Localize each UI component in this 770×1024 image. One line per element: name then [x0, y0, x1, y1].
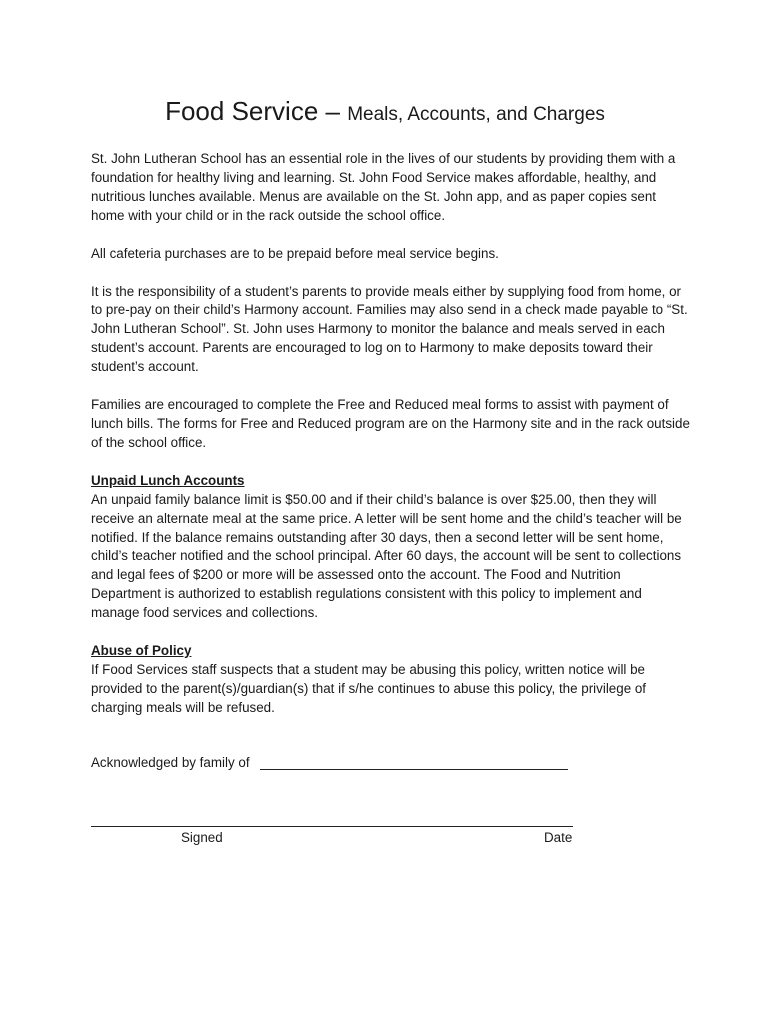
prepaid-paragraph: All cafeteria purchases are to be prepaid before meal service begins.: [91, 245, 499, 261]
date-label: Date: [544, 830, 573, 845]
unpaid-section: [91, 472, 691, 623]
abuse-text: If Food Services staff suspects that a student may be abusing this policy, written notice will be provided to the parent(s)/guardian(s) that if s/he continues to abuse this policy, the privilege of charging meals will be refused.: [91, 661, 647, 715]
acknowledged-blank-line: [260, 769, 568, 770]
signed-label: Signed: [181, 830, 223, 845]
unpaid-text: An unpaid family balance limit is $50.00 and if their child’s balance is over $25.00, then they will receive an alternate meal at the same price. A letter will be sent home and the child’s teacher will be notified. If the balance remains outstanding after 30 days, then a second letter will be sent home, child’s teacher notified and the school principal. After 60 days, the account will be sent to collections and legal fees of $200 or more will be assessed onto the account. The Food and Nutrition Department is authorized to establish regulations consistent with this policy to implement and manage food services and collections.: [91, 491, 682, 621]
abuse-heading: Abuse of Policy: [91, 643, 192, 659]
intro-paragraph: St. John Lutheran School has an essential role in the lives of our students by providing them with a foundation for healthy living and learning. St. John Food Service makes affordable, healthy, and nutritious lunches available. Menus are available on the St. John app, and as paper copies sent home with your child or in the rack outside the school office.: [91, 151, 676, 223]
unpaid-heading: Unpaid Lunch Accounts: [91, 472, 245, 488]
page-title: [0, 96, 770, 127]
title-main: Food Service –: [165, 96, 348, 126]
title-sub: Meals, Accounts, and Charges: [347, 104, 605, 125]
acknowledged-label: Acknowledged by family of: [91, 755, 250, 770]
abuse-section: [91, 642, 691, 718]
responsibility-paragraph: It is the responsibility of a student’s parents to provide meals either by supplying food from home, or to pre-pay on their child’s Harmony account. Families may also send in a check made payable to “St. John Lutheran School”. St. John uses Harmony to monitor the balance and meals served in each student’s account. Parents are encouraged to log on to Harmony to make deposits toward their student’s account.: [91, 283, 688, 375]
document-body: [91, 150, 691, 737]
signature-line: [91, 826, 573, 827]
free-reduced-paragraph: Families are encouraged to complete the Free and Reduced meal forms to assist with payment of lunch bills. The forms for Free and Reduced program are on the Harmony site and in the rack outside of the school office.: [91, 397, 690, 450]
